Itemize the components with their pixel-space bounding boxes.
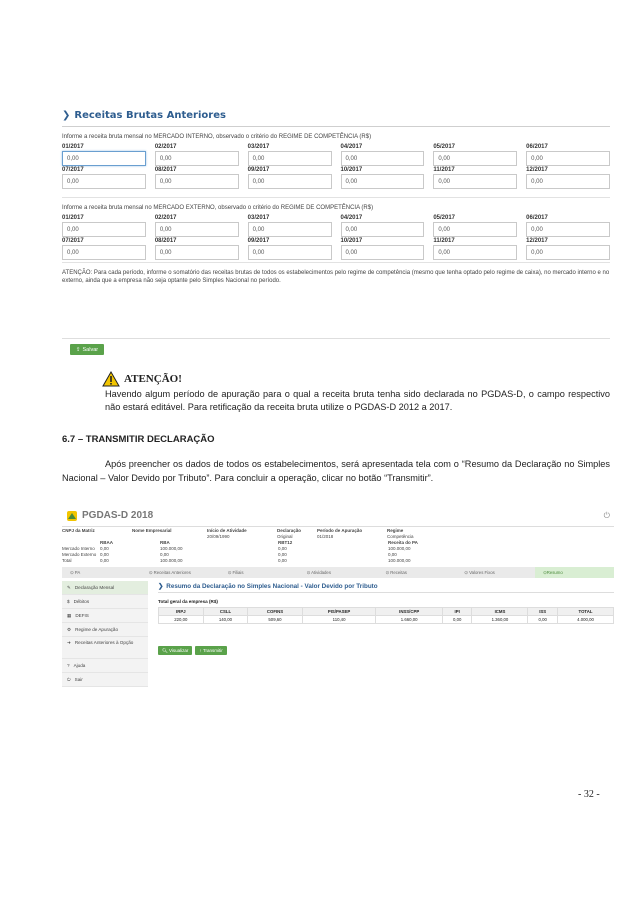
sidebar-item[interactable] [62, 595, 148, 609]
pgdas-title: PGDAS-D 2018 [82, 510, 154, 521]
revenue-input[interactable]: 0,00 [526, 245, 610, 260]
rb-cell: Total [62, 557, 72, 563]
pgdas-header [62, 505, 614, 527]
month-cell [248, 237, 332, 260]
month-label: 06/2017 [526, 215, 548, 221]
month-label: 12/2017 [526, 238, 548, 244]
rb-cell: 0,00 [160, 551, 169, 557]
table-row [159, 616, 614, 624]
tax-value: 0,00 [528, 616, 558, 624]
month-label: 01/2017 [62, 215, 84, 221]
externo-info: Informe a receita bruta mensal no MERCADO EXTERNO, observado o critério do REGIME DE COMPETÊNCIA (R$) [62, 205, 374, 211]
month-label: 06/2017 [526, 144, 548, 150]
step-3[interactable] [220, 570, 299, 576]
month-cell [341, 166, 425, 189]
month-cell [341, 237, 425, 260]
month-cell [248, 143, 332, 166]
tax-header: INSS/CPP [376, 608, 442, 616]
month-cell [248, 214, 332, 237]
sidebar-item-label: Sair [74, 677, 83, 682]
month-label: 04/2017 [340, 144, 363, 150]
month-label: 08/2017 [154, 238, 177, 244]
revenue-input[interactable]: 0,00 [341, 245, 425, 260]
rb-cell: 100.000,00 [160, 545, 183, 551]
tax-header: IPI [442, 608, 472, 616]
info-value: Competência [387, 533, 414, 539]
interno-info: Informe a receita bruta mensal no MERCADO INTERNO, observado o critério do REGIME DE COMPETÊNCIA (R$) [62, 134, 372, 140]
resumo-title: ❯ Resumo da Declaração no Simples Nacional - Valor Devido por Tributo [158, 581, 614, 593]
rb-cell: 0,00 [278, 551, 287, 557]
info-header: Início de Atividade [207, 527, 247, 533]
revenue-input[interactable]: 0,00 [155, 174, 239, 189]
revenue-input[interactable]: 0,00 [155, 151, 239, 166]
check-icon: ⊙ [543, 569, 547, 575]
month-cell [526, 214, 610, 237]
rb-cell: Mercado Externo [62, 551, 97, 557]
rb-header: RBT12 [278, 539, 293, 545]
rb-cell: 0,00 [100, 551, 109, 557]
rb-rows [62, 545, 614, 563]
tax-header: TOTAL [558, 608, 614, 616]
power-icon: ⏻ [67, 677, 71, 682]
sidebar-item[interactable] [62, 673, 148, 687]
save-button[interactable]: ⇪ Salvar [70, 344, 104, 355]
revenue-input[interactable]: 0,00 [526, 174, 610, 189]
dollar-icon: $ [67, 599, 70, 604]
receitas-brutas-panel [62, 110, 610, 285]
month-label: 05/2017 [433, 215, 456, 221]
month-cell [433, 166, 517, 189]
page-number: - 32 - [578, 789, 600, 800]
revenue-input[interactable]: 0,00 [341, 222, 425, 237]
sidebar-item-label: DEFIS [75, 613, 89, 618]
section-paragraph: Após preencher os dados de todos os estabelecimentos, será apresentada tela com o “Resumo da Declaração no Simples Nacional – Valor Devido por Tributo”. Para concluir a operação, clicar no botão “Transmitir”. [62, 459, 610, 483]
info-value: Original [277, 533, 293, 539]
revenue-input[interactable]: 0,00 [526, 151, 610, 166]
divider [62, 197, 610, 198]
step-4[interactable] [299, 570, 378, 576]
info-header: Período de Apuração [317, 527, 363, 533]
transmitir-button[interactable]: ↑ Transmitir [195, 646, 226, 655]
divider [62, 338, 610, 339]
tax-value: 4.000,00 [558, 616, 614, 624]
tax-header: IRPJ [159, 608, 204, 616]
revenue-input[interactable]: 0,00 [248, 222, 332, 237]
revenue-input[interactable]: 0,00 [62, 151, 146, 166]
upload-icon: ⇪ [75, 346, 81, 353]
attention-title: ATENÇÃO! [102, 371, 182, 387]
tax-header: PIS/PASEP [302, 608, 376, 616]
rb-cell: 100.000,00 [388, 545, 411, 551]
warning-icon [102, 371, 120, 387]
revenue-input[interactable]: 0,00 [433, 151, 517, 166]
month-label: 02/2017 [154, 215, 177, 221]
month-label: 07/2017 [62, 167, 84, 173]
sidebar-item[interactable] [62, 609, 148, 623]
externo-grid [62, 214, 610, 260]
step-7[interactable] [535, 567, 614, 578]
search-icon: 🔍︎ [162, 647, 168, 653]
tax-header: ICMS [472, 608, 528, 616]
revenue-input[interactable]: 0,00 [433, 174, 517, 189]
rb-cell: 100.000,00 [388, 557, 411, 563]
info-header: Nome Empresarial [132, 527, 172, 533]
step-label: PA [74, 569, 81, 575]
month-cell [155, 214, 239, 237]
revenue-input[interactable]: 0,00 [341, 151, 425, 166]
revenue-input[interactable]: 0,00 [155, 222, 239, 237]
step-6[interactable] [456, 570, 535, 576]
month-cell [433, 143, 517, 166]
tax-header: ISS [528, 608, 558, 616]
help-icon: ? [67, 663, 70, 668]
month-label: 03/2017 [247, 215, 270, 221]
check-icon: ⊙ [306, 569, 312, 575]
tax-value: 220,00 [159, 616, 204, 624]
power-icon[interactable]: ⏻ [603, 510, 610, 520]
tax-value: 0,00 [442, 616, 472, 624]
tax-value: 509,60 [248, 616, 302, 624]
pencil-icon: ✎ [67, 584, 71, 590]
sidebar-item[interactable] [62, 659, 148, 673]
step-2[interactable] [141, 570, 220, 576]
rb-cell: 0,00 [278, 557, 287, 563]
step-label: Valores Fixos [469, 569, 495, 575]
check-icon: ⊙ [464, 569, 470, 575]
tax-value: 1.660,00 [376, 616, 442, 624]
step-label: Resumo [546, 570, 563, 575]
month-label: 01/2017 [62, 144, 84, 150]
check-icon: ⊙ [385, 569, 391, 575]
month-label: 10/2017 [340, 238, 363, 244]
arrow-right-icon: ➜ [67, 640, 71, 645]
chevron-right-icon: ❯ [62, 110, 71, 121]
gear-icon: ⚙ [67, 626, 72, 632]
month-label: 04/2017 [340, 215, 363, 221]
tax-value: 1.360,00 [472, 616, 528, 624]
pgdas-main [148, 581, 614, 687]
month-cell [155, 237, 239, 260]
rb-cell: 0,00 [100, 545, 109, 551]
month-label: 11/2017 [433, 167, 455, 173]
revenue-input[interactable]: 0,00 [433, 245, 517, 260]
tax-header: COFINS [248, 608, 302, 616]
month-cell [341, 143, 425, 166]
arrow-up-icon: ↑ [199, 648, 202, 653]
section-heading: 6.7 – TRANSMITIR DECLARAÇÃO [62, 434, 215, 445]
month-cell [526, 237, 610, 260]
info-value: 20/09/1990 [207, 533, 230, 539]
step-5[interactable] [377, 570, 456, 576]
sidebar-item-label: Débitos [73, 599, 90, 604]
month-cell [62, 143, 146, 166]
check-icon: ⊙ [148, 569, 154, 575]
revenue-input[interactable]: 0,00 [62, 174, 146, 189]
month-cell [155, 143, 239, 166]
pgdas-screen [62, 505, 614, 735]
month-cell [433, 237, 517, 260]
month-cell [62, 166, 146, 189]
tax-value: 110,40 [302, 616, 376, 624]
tax-value: 140,00 [203, 616, 248, 624]
rb-cell: 0,00 [388, 551, 397, 557]
sidebar-item-label: Declaração Mensal [74, 585, 115, 590]
sidebar-item-label: Ajuda [73, 663, 86, 668]
info-value: 01/2018 [317, 533, 334, 539]
rb-cell: 0,00 [278, 545, 287, 551]
pgdas-steps [62, 567, 614, 578]
step-1[interactable] [62, 570, 141, 576]
sidebar-item-label: Regime de Apuração [75, 627, 119, 632]
month-label: 07/2017 [62, 238, 84, 244]
month-cell [526, 166, 610, 189]
action-buttons [158, 646, 614, 655]
revenue-input[interactable]: 0,00 [248, 151, 332, 166]
month-label: 03/2017 [247, 144, 270, 150]
month-label: 02/2017 [154, 144, 177, 150]
month-cell [62, 237, 146, 260]
pgdas-logo-icon [66, 510, 78, 522]
month-cell [62, 214, 146, 237]
rb-cell: 100.000,00 [160, 557, 183, 563]
month-label: 09/2017 [247, 238, 270, 244]
month-cell [155, 166, 239, 189]
month-cell [526, 143, 610, 166]
attention-text: Havendo algum período de apuração para o qual a receita bruta tenha sido declarada no PGDAS-D, o campo respectivo não estará editável. Para retificação da receita bruta utilize o PGDAS-D 2012 a 2017. [105, 389, 610, 412]
rb-header: Receita do PA [388, 539, 418, 545]
month-cell [341, 214, 425, 237]
info-header: Regime [387, 527, 404, 533]
tax-table [158, 607, 614, 624]
chevron-right-icon: ❯ [158, 583, 164, 590]
total-label: Total geral da empresa (R$) [158, 599, 218, 604]
revenue-input[interactable]: 0,00 [341, 174, 425, 189]
month-label: 10/2017 [340, 167, 363, 173]
interno-grid [62, 143, 610, 189]
month-label: 09/2017 [247, 167, 270, 173]
step-label: Filiais [232, 569, 244, 575]
step-label: Receitas Anteriores [153, 569, 191, 575]
receitas-title: ❯ Receitas Brutas Anteriores [62, 110, 610, 127]
revenue-input[interactable]: 0,00 [526, 222, 610, 237]
tax-header: CSLL [203, 608, 248, 616]
sidebar-item[interactable] [62, 623, 148, 637]
table-row [62, 557, 614, 563]
revenue-input[interactable]: 0,00 [248, 174, 332, 189]
revenue-input[interactable]: 0,00 [62, 222, 146, 237]
pgdas-sidebar [62, 581, 148, 687]
month-label: 11/2017 [433, 238, 455, 244]
rb-cell: 0,00 [100, 557, 109, 563]
pgdas-body [62, 581, 614, 687]
receitas-warning: ATENÇÃO: Para cada período, informe o somatório das receitas brutas de todos os estabelecimentos pelo regime de competência (mesmo que tenha optado pelo regime de caixa), no mercado interno e no externo, ainda que a empresa não seja optante pelo Simples Nacional no período. [62, 262, 610, 285]
check-icon: ⊙ [227, 569, 233, 575]
month-label: 12/2017 [526, 167, 548, 173]
revenue-input[interactable]: 0,00 [433, 222, 517, 237]
step-label: Atividades [311, 569, 331, 575]
rb-header: RBA [160, 539, 170, 545]
check-icon: ⊙ [70, 569, 75, 575]
month-cell [433, 214, 517, 237]
sidebar-item[interactable] [62, 637, 148, 659]
grid-icon: ▦ [67, 612, 72, 618]
month-label: 08/2017 [154, 167, 177, 173]
pgdas-info [62, 527, 614, 563]
month-cell [248, 166, 332, 189]
rb-cell: Mercado Interno [62, 545, 95, 551]
sidebar-item-label: Receitas Anteriores à Opção [74, 640, 134, 645]
info-header: Declaração [277, 527, 302, 533]
step-label: Receitas [390, 569, 407, 575]
visualizar-button[interactable]: 🔍︎ Visualizar [158, 646, 192, 655]
revenue-input[interactable]: 0,00 [155, 245, 239, 260]
revenue-input[interactable]: 0,00 [248, 245, 332, 260]
revenue-input[interactable]: 0,00 [62, 245, 146, 260]
month-label: 05/2017 [433, 144, 456, 150]
sidebar-item[interactable] [62, 581, 148, 595]
info-header: CNPJ da Matriz [62, 527, 95, 533]
rb-header: RBAA [100, 539, 113, 545]
